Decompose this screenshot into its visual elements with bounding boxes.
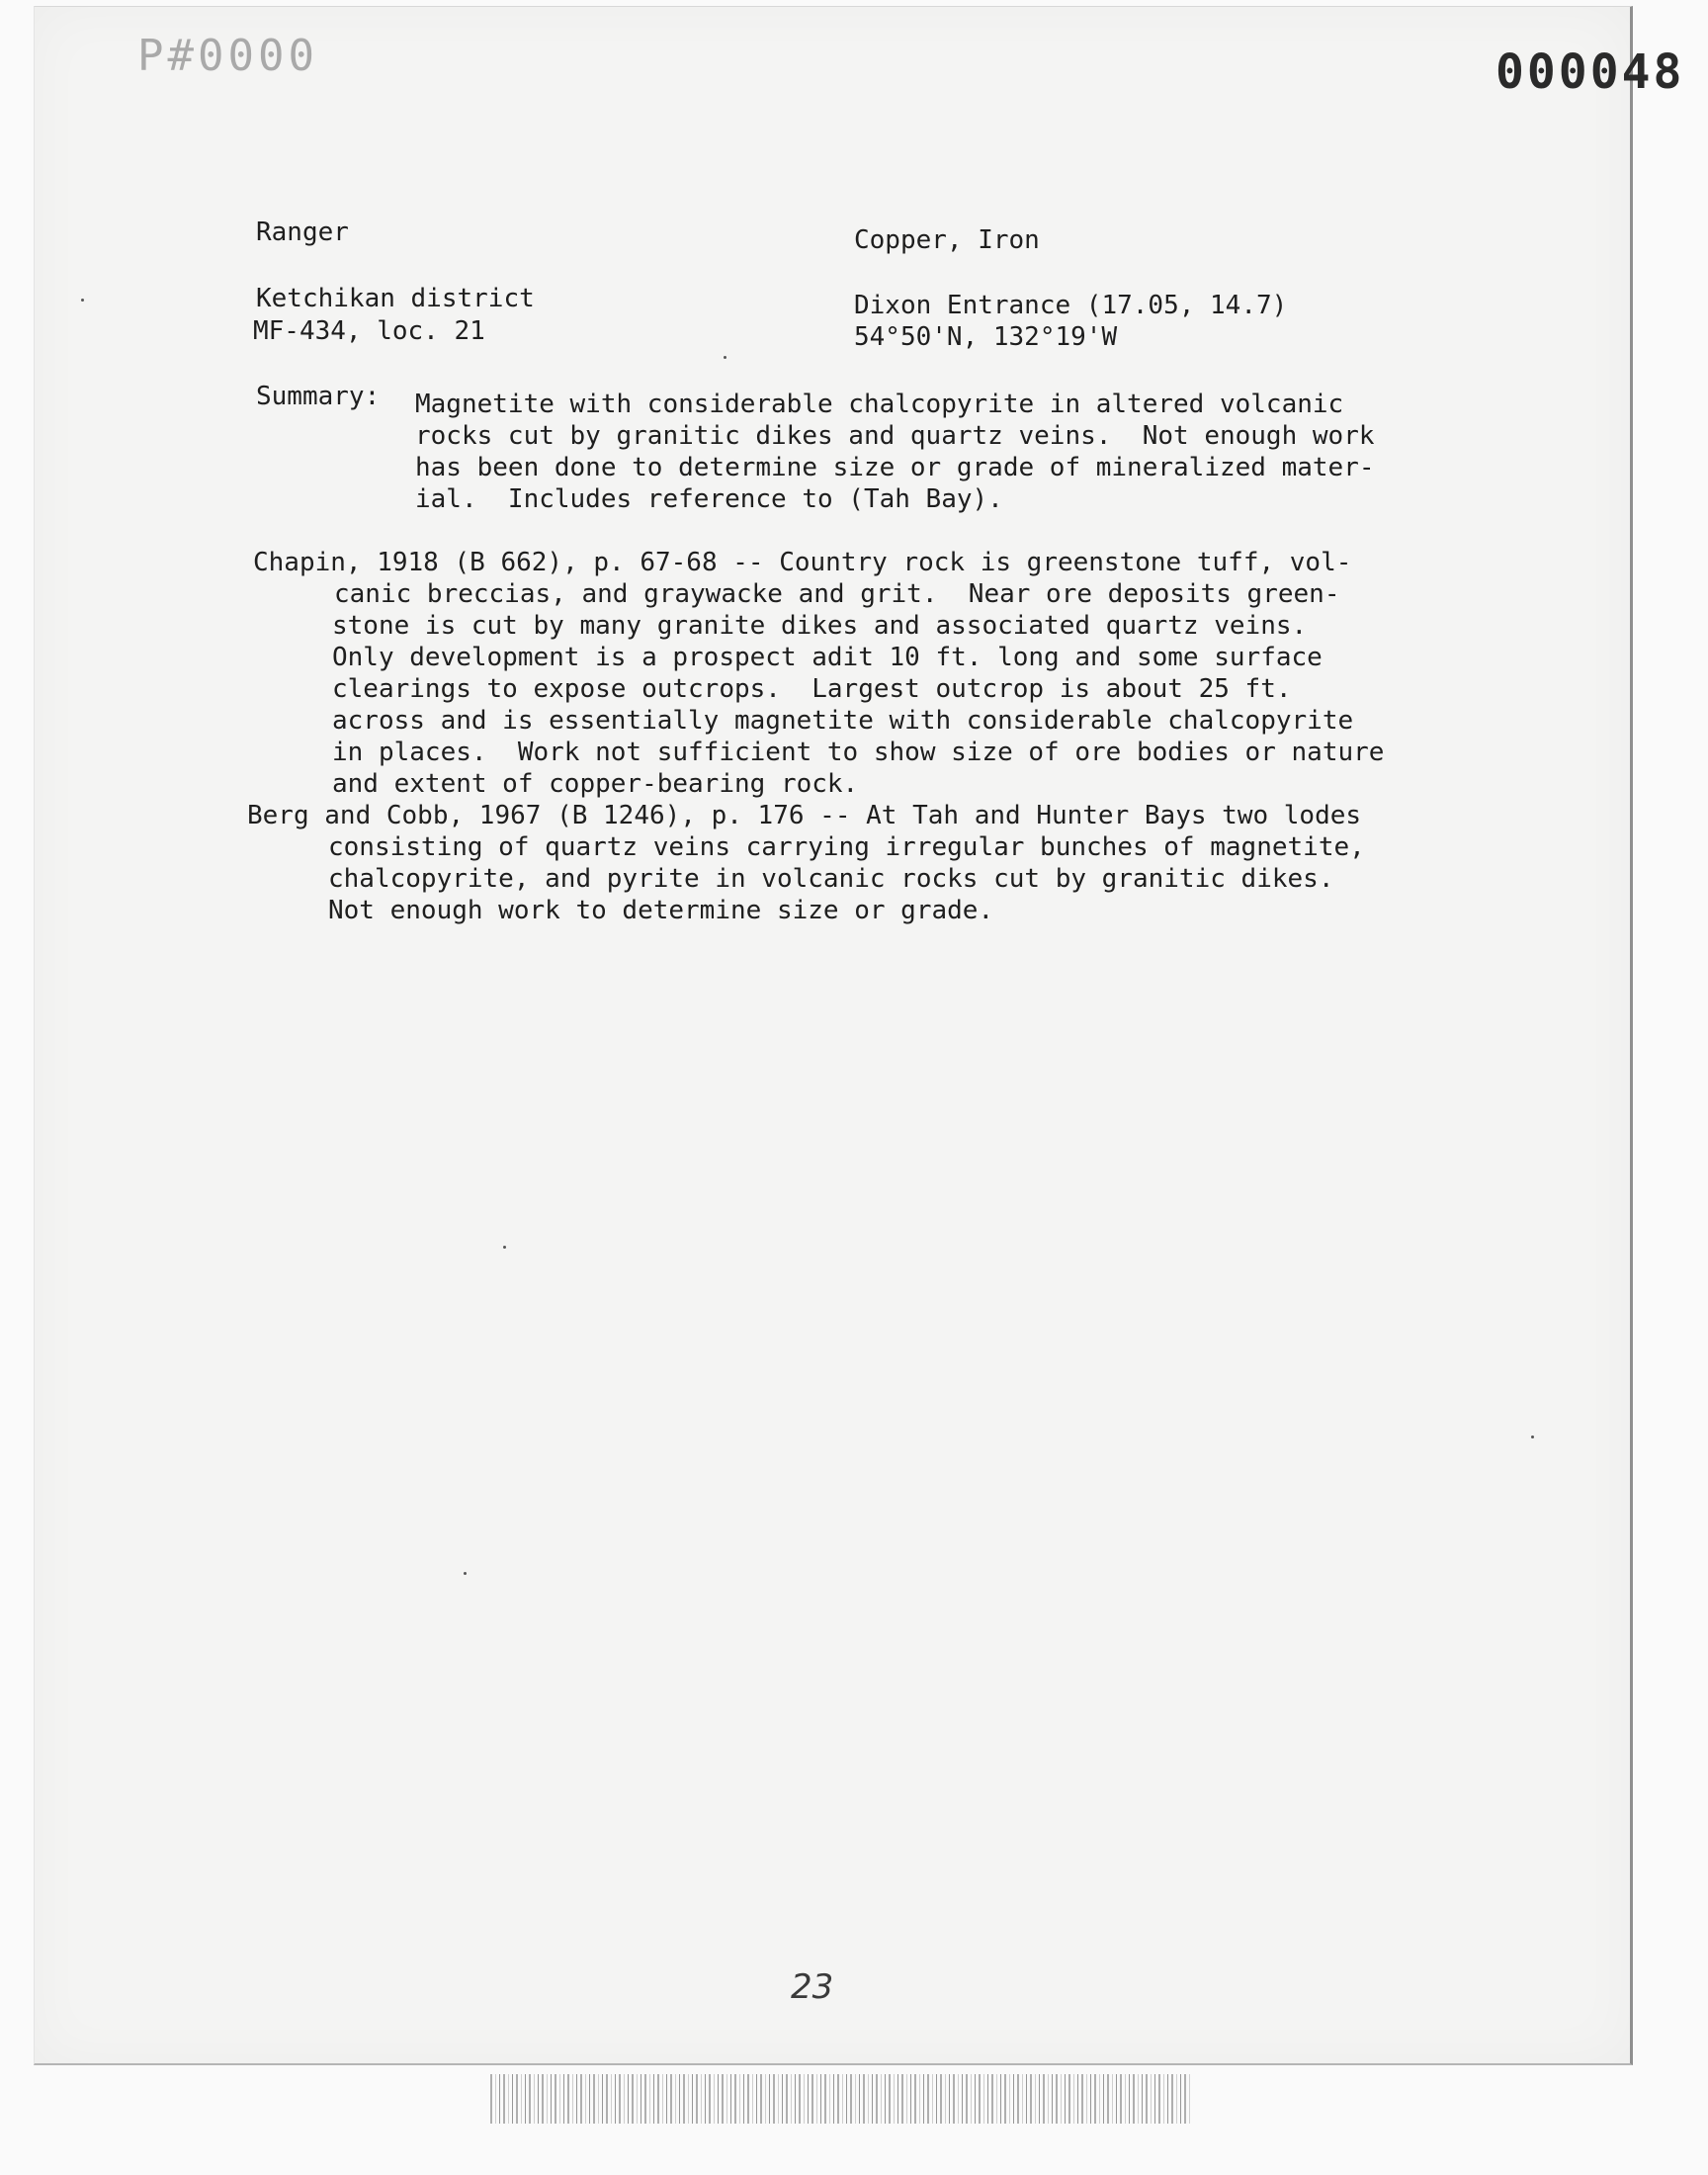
scan-speck [503,1246,506,1249]
summary-line: has been done to determine size or grade of mineralized mater- [415,453,1375,482]
quadrangle: Dixon Entrance (17.05, 14.7) [854,291,1288,320]
coordinates: 54°50'N, 132°19'W [854,322,1118,352]
reference-line: consisting of quartz veins carrying irregular bunches of magnetite, [328,832,1365,862]
scan-barcode-strip [490,2074,1192,2124]
reference-line: Not enough work to determine size or grade. [328,896,994,925]
scan-speck [724,356,726,359]
reference-line: across and is essentially magnetite with considerable chalcopyrite [332,706,1354,736]
page-number: 23 [791,1967,834,2007]
reference-line: Berg and Cobb, 1967 (B 1246), p. 176 -- At Tah and Hunter Bays two lodes [247,801,1362,830]
document-page [34,6,1685,2065]
reference-line: clearings to expose outcrops. Largest outcrop is about 25 ft. [332,674,1292,704]
deposit-name: Ranger [256,218,349,247]
summary-label: Summary: [256,382,381,411]
record-stamp-right: 000048 [1495,44,1685,100]
reference-line: in places. Work not sufficient to show size of ore bodies or nature [332,738,1385,767]
map-reference: MF-434, loc. 21 [253,316,485,346]
scan-speck [1531,1436,1534,1438]
commodities: Copper, Iron [854,225,1040,255]
reference-line: stone is cut by many granite dikes and associated quartz veins. [332,611,1308,641]
summary-line: Magnetite with considerable chalcopyrite in altered volcanic [415,390,1344,419]
reference-line: and extent of copper-bearing rock. [332,769,859,799]
reference-line: Chapin, 1918 (B 662), p. 67-68 -- Country rock is greenstone tuff, vol- [253,548,1352,577]
reference-line: Only development is a prospect adit 10 ft. long and some surface [332,643,1323,672]
record-stamp-left: P#0000 [137,31,318,81]
summary-line: rocks cut by granitic dikes and quartz veins. Not enough work [415,421,1375,451]
scan-speck [81,299,84,302]
reference-line: canic breccias, and graywacke and grit. Near ore deposits green- [334,579,1340,609]
scan-speck [464,1572,467,1575]
reference-line: chalcopyrite, and pyrite in volcanic rocks cut by granitic dikes. [328,864,1334,894]
summary-line: ial. Includes reference to (Tah Bay). [415,484,1003,514]
district: Ketchikan district [256,284,535,313]
